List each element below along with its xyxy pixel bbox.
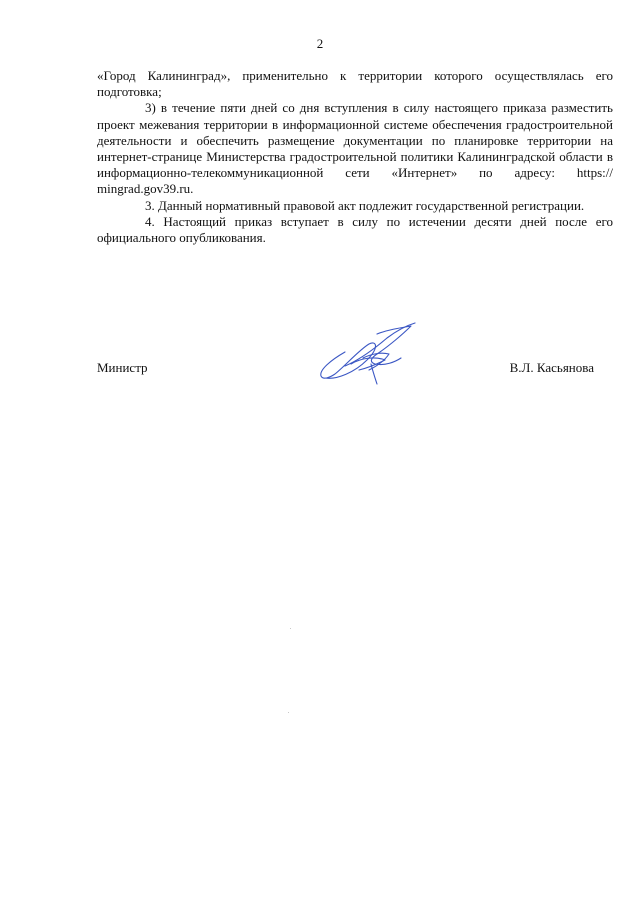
- page-number: 2: [316, 36, 324, 51]
- signatory-name: В.Л. Касьянова: [509, 360, 594, 375]
- handwritten-signature: [315, 320, 425, 388]
- paragraph-item-4: 4. Настоящий приказ вступает в силу по истечении десяти дней после его официального опубликования.: [97, 213, 613, 246]
- document-body: [97, 68, 613, 246]
- scan-speck: [288, 712, 289, 713]
- paragraph-item-3-subpoint: 3) в течение пяти дней со дня вступления в силу настоящего приказа разместить проект межевания территории в информационной системе обеспечения градостроительной деятельности и обеспечить размещение документации по планировке территории на интернет-странице Министерства градостроительной политики Калининградской области в информационно-телекоммуникационной сети «Интернет» по адресу: https:// mingrad.gov39.ru.: [97, 100, 613, 197]
- paragraph-item-3: 3. Данный нормативный правовой акт подлежит государственной регистрации.: [145, 197, 585, 213]
- paragraph-continuation: «Город Калининград», применительно к территории которого осуществлялась его подготовка;: [97, 68, 613, 100]
- signatory-title: Министр: [97, 360, 148, 375]
- scan-speck: [290, 628, 291, 629]
